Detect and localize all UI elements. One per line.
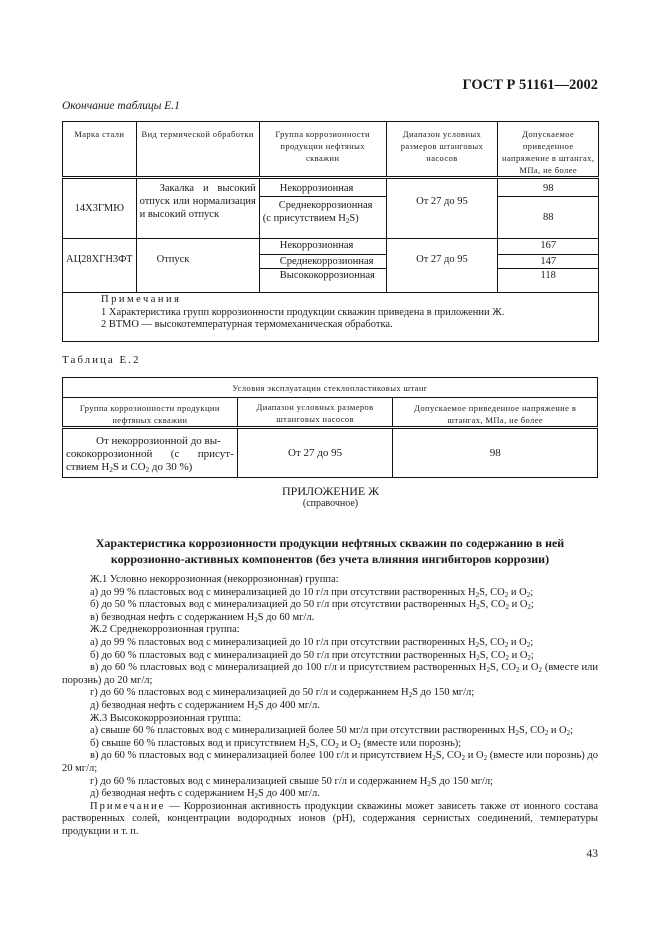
notes-title: Примечания [101,294,182,305]
appendix-title: Характеристика коррозионности продукции нефтяных скважин по содержанию в ней коррозионно-активных компонентов (без учета влияния ингибиторов коррозии) [95,536,565,566]
corrosion-group: Некоррозионная [259,239,386,255]
list-item: г) до 60 % пластовых вод с минерализацией до 50 г/л и содержанием $H_2S$ до 150 мг/л; [90,687,475,700]
list-item: д) безводная нефть с содержанием $H_2S$ до 400 мг/л. [90,788,320,801]
list-item: в) до 60 % пластовых вод с минерализацией до 100 г/л и присутствием растворенных $H_2S$, $CO_2$ и $O_2$ (вместе или порознь) до 20 мг/л; [62,662,599,686]
appendix-name: ПРИЛОЖЕНИЕ Ж [281,484,379,498]
corrosion-group: Некоррозионная [259,178,386,197]
table-e2-title-row [63,378,598,398]
column-header: Диапазон условных размеров штанговых насосов [386,122,498,178]
list-item: в) до 60 % пластовых вод с минерализацией более 100 г/л и присутствием $H_2S$, $CO_2$ и $O_2$ (вместе или порознь) до 20 мг/л; [62,750,598,774]
table-e1-notes [62,285,599,342]
list-item: а) до 99 % пластовых вод с минерализацией до 10 г/л при отсутствии растворенных $H_2S$, $CO_2$ и $O_2$; [90,586,534,599]
pump-size-range: От 27 до 95 [237,428,393,478]
list-item: а) до 99 % пластовых вод с минерализацией до 10 г/л при отсутствии растворенных $H_2S$, $CO_2$ и $O_2$; [90,636,534,649]
heat-treatment [136,178,259,239]
corrosion-group: От некоррозионной до вы- сококоррозионной (с присут- ствием $H_2S$ и $CO_2$ до 30 %) [63,428,238,478]
corrosion-group: Высококоррозионная [259,269,386,293]
column-header: Группа коррозионности продукции нефтяных скважин [63,398,238,428]
list-item: б) до 50 % пластовых вод с минерализацией до 50 г/л при отсутствии растворенных $H_2S$, $CO_2$ и $O_2$; [90,599,534,612]
table-row [63,239,599,255]
corrosion-group: Среднекоррозионная (с присутствием $H_2S$) [259,197,386,239]
table-e1-header-row [63,122,599,178]
column-header: Диапазон условных размеров штанговых насосов [237,398,393,428]
list-item: г) до 60 % пластовых вод с минерализацией свыше 50 г/л и содержанием $H_2S$ до 150 мг/л; [90,775,493,788]
appendix-body [62,574,598,838]
page-number: 43 [586,848,598,860]
table-row [63,178,599,197]
list-item: б) до 60 % пластовых вод с минерализацией до 50 г/л при отсутствии растворенных $H_2S$, $CO_2$ и $O_2$; [90,649,534,662]
appendix-type: (справочное) [302,498,359,509]
list-item: а) свыше 60 % пластовых вод с минерализацией более 50 мг/л при отсутствии растворенных $H_2S$, $CO_2$ и $O_2$; [90,725,574,738]
note-label: Примечание [90,800,166,812]
note-text: — Коррозионная активность продукции скважины может зависеть также от ионного состава растворенных солей, концентрации водородных ионов (pH), содержания сернистых соединений, температуры продукции и т. п. [62,800,598,837]
table-e1 [62,121,599,293]
section-heading: Ж.3 Высококоррозионная группа: [90,712,242,724]
column-header: Вид термической обработки [136,122,259,178]
allowed-stress: 167 [498,239,599,255]
note-item: 1 Характеристика групп коррозионности продукции скважин приведена в приложении Ж. [101,306,505,318]
allowed-stress: 98 [498,178,599,197]
column-header: Марка стали [63,122,137,178]
table-e2-title: Условия эксплуатации стеклопластиковых штанг [63,378,598,398]
appendix-note [62,801,598,839]
section-heading: Ж.1 Условно некоррозионная (некоррозионная) группа: [90,574,339,585]
corrosion-group: Среднекоррозионная [259,255,386,269]
pump-size-range: От 27 до 95 [386,239,498,293]
allowed-stress: 88 [498,197,599,239]
steel-grade: АЦ28ХГН3ФТ [63,239,137,293]
column-header: Группа коррозионности продукции нефтяных скважин [259,122,386,178]
table-e2 [62,377,598,478]
pump-size-range: От 27 до 95 [386,178,498,239]
table-e2-caption: Таблица Е.2 [62,354,141,366]
allowed-stress: 98 [393,428,598,478]
list-item: д) безводная нефть с содержанием $H_2S$ до 400 мг/л. [90,699,320,712]
allowed-stress: 118 [498,269,599,293]
column-header: Допускаемое приведенное напряжение в штангах, МПа, не более [498,122,599,178]
section-heading: Ж.2 Среднекоррозионная группа: [90,624,240,636]
table-row [63,428,598,478]
column-header: Допускаемое приведенное напряжение в штангах, МПа, не более [393,398,598,428]
allowed-stress: 147 [498,255,599,269]
note-item: 2 ВТМО — высокотемпературная термомеханическая обработка. [101,319,393,330]
table-e2-header-row [63,398,598,428]
list-item: б) свыше 60 % пластовых вод и присутствием $H_2S$, $CO_2$ и $O_2$ (вместе или порознь); [90,737,462,750]
table-e1-caption: Окончание таблицы Е.1 [62,100,180,112]
list-item: в) безводная нефть с содержанием $H_2S$ до 60 мг/л. [90,611,315,624]
document-standard-number: ГОСТ Р 51161—2002 [462,77,598,93]
heat-treatment-text: Закалка и высокий отпуск или нормализация и высокий отпуск [139,183,256,220]
heat-treatment: Отпуск [136,239,259,293]
steel-grade: 14Х3ГМЮ [63,178,137,239]
